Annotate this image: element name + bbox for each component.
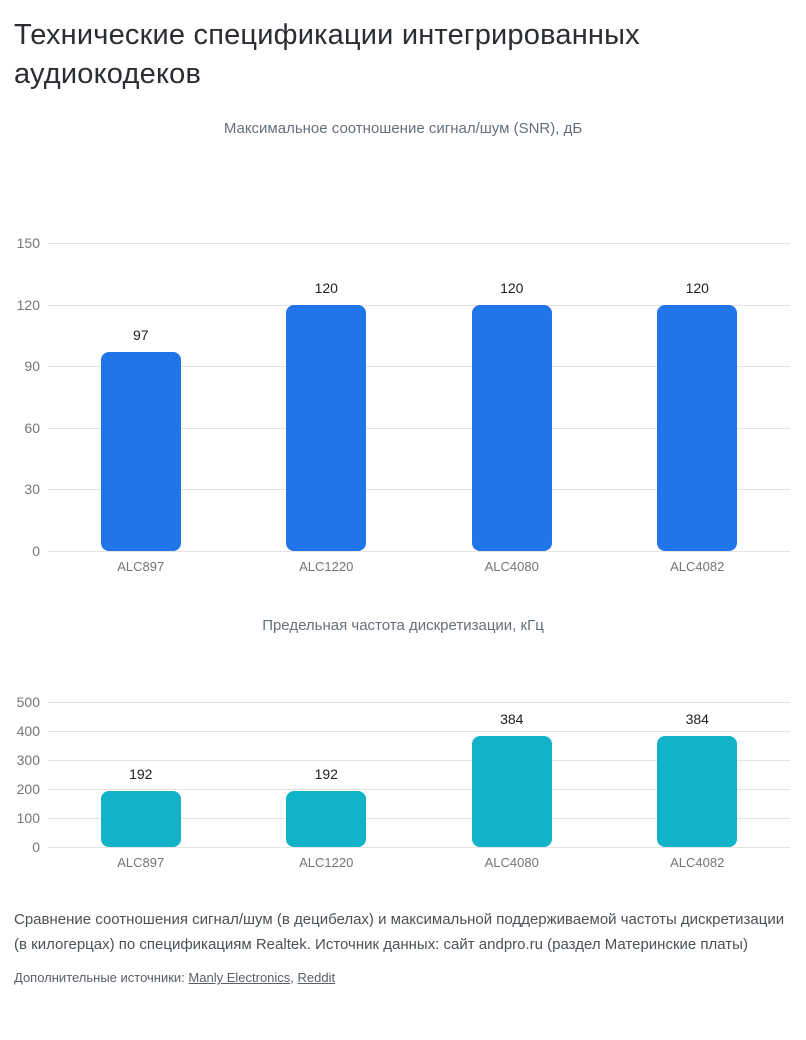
x-tick-label: ALC897 bbox=[117, 855, 165, 870]
link-manly-electronics[interactable]: Manly Electronics bbox=[188, 970, 291, 985]
sources-prefix: Дополнительные источники: bbox=[14, 970, 189, 985]
y-tick-label: 60 bbox=[24, 419, 40, 436]
x-tick-label: ALC1220 bbox=[299, 559, 354, 574]
x-tick-label: ALC4082 bbox=[670, 855, 725, 870]
x-tick-label: ALC4080 bbox=[484, 559, 539, 574]
page-title: Технические спецификации интегрированных аудиокодеков bbox=[14, 19, 640, 90]
y-tick-label: 500 bbox=[16, 694, 40, 710]
x-tick-label: ALC1220 bbox=[299, 855, 354, 870]
y-tick-label: 30 bbox=[24, 481, 40, 498]
y-tick-label: 120 bbox=[16, 296, 40, 313]
y-tick-label: 150 bbox=[16, 235, 40, 251]
bar-ALC4080 bbox=[472, 736, 552, 847]
page bbox=[0, 16, 806, 1040]
chart-sample-rate bbox=[0, 617, 806, 877]
y-tick-label: 200 bbox=[16, 781, 40, 797]
bar-value-label: 120 bbox=[314, 279, 338, 296]
gridline-y-400 bbox=[16, 723, 790, 739]
y-tick-label: 90 bbox=[24, 358, 40, 375]
y-tick-label: 0 bbox=[32, 543, 40, 559]
bar-ALC1220 bbox=[286, 791, 366, 847]
y-tick-label: 300 bbox=[16, 752, 40, 768]
chart-snr bbox=[0, 120, 806, 581]
bar-value-label: 384 bbox=[685, 710, 709, 727]
bar-value-label: 384 bbox=[500, 710, 524, 727]
bar-value-label: 120 bbox=[685, 279, 709, 296]
bar-value-label: 97 bbox=[132, 326, 149, 343]
gridline-y-150 bbox=[16, 235, 790, 251]
sources-line bbox=[14, 969, 792, 987]
bar-value-label: 120 bbox=[500, 279, 524, 296]
bar-ALC1220 bbox=[286, 305, 366, 551]
chart-snr-plot bbox=[16, 235, 790, 559]
caption: Сравнение соотношения сигнал/шум (в децибелах) и максимальной поддерживаемой частоты дискретизации (в килогерцах) по спецификациям Realtek. Источник данных: сайт andpro.ru (раздел Материнские платы) bbox=[14, 911, 785, 953]
chart-snr-x-labels bbox=[48, 551, 790, 581]
x-tick-label: ALC4082 bbox=[670, 559, 725, 574]
gridline-y-500 bbox=[16, 694, 790, 710]
x-tick-label: ALC897 bbox=[117, 559, 165, 574]
bar-value-label: 192 bbox=[129, 766, 153, 783]
chart-sample-rate-plot bbox=[16, 694, 790, 855]
chart-sample-rate-title: Предельная частота дискретизации, кГц bbox=[262, 617, 544, 634]
x-tick-label: ALC4080 bbox=[484, 855, 539, 870]
bar-ALC4080 bbox=[472, 305, 552, 551]
chart-snr-title: Максимальное соотношение сигнал/шум (SNR), дБ bbox=[223, 120, 583, 137]
bar-ALC897 bbox=[101, 791, 181, 847]
chart-sample-rate-x-labels bbox=[48, 847, 790, 877]
y-tick-label: 0 bbox=[32, 839, 40, 855]
y-tick-label: 400 bbox=[16, 723, 40, 739]
bar-ALC4082 bbox=[657, 305, 737, 551]
bar-ALC897 bbox=[101, 352, 181, 551]
y-tick-label: 100 bbox=[16, 810, 40, 826]
bar-value-label: 192 bbox=[314, 766, 338, 783]
bar-ALC4082 bbox=[657, 736, 737, 847]
sources-separator: , bbox=[290, 970, 298, 985]
link-reddit[interactable]: Reddit bbox=[297, 970, 336, 985]
